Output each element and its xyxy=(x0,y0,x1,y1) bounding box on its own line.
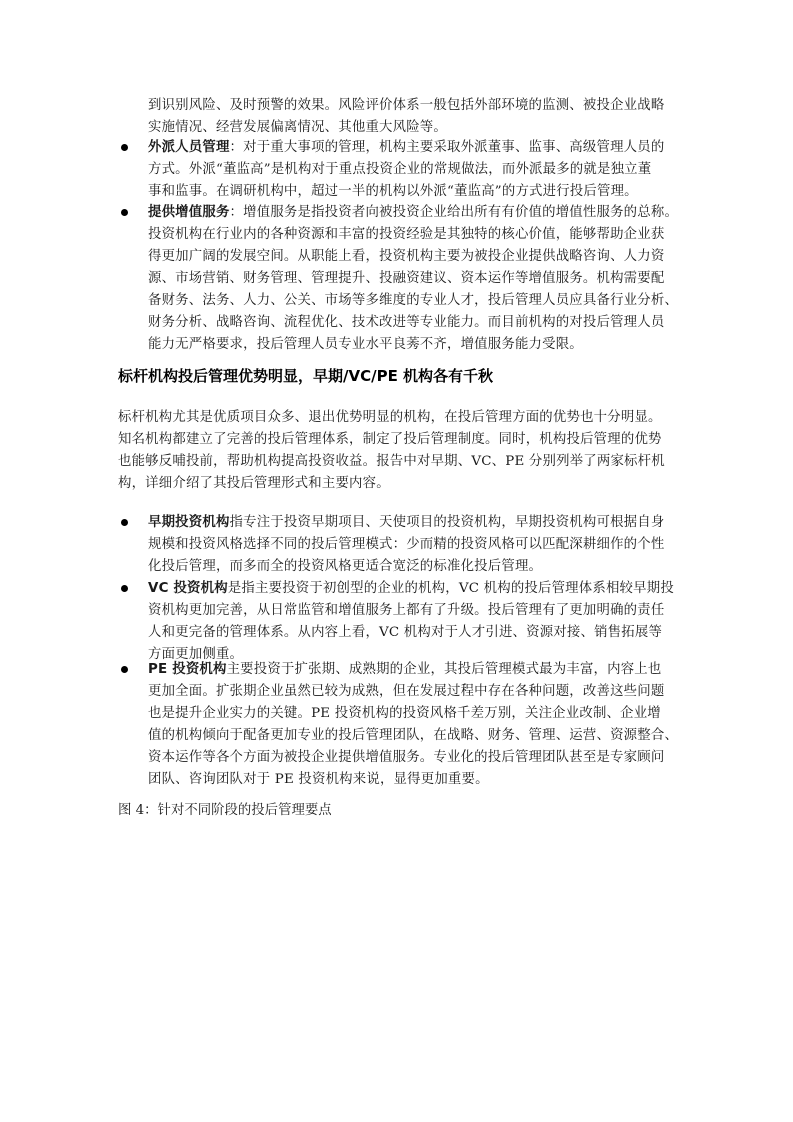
text-line: 实施情况、经营发展偏离情况、其他重大风险等。 xyxy=(148,120,447,135)
bullet-icon xyxy=(121,666,128,673)
list-item-label: VC 投资机构 xyxy=(148,581,228,596)
text-line: 人和更完备的管理体系。从内容上看，VC 机构对于人才引进、资源对接、销售拓展等 xyxy=(148,625,663,640)
list-item-first-line xyxy=(148,137,664,159)
text-line: 方面更加侧重。 xyxy=(148,647,244,662)
list-item-label: 外派人员管理 xyxy=(148,140,230,155)
text-line: 资本运作等各个方面为被投企业提供增值服务。专业化的投后管理团队甚至是专家顾问 xyxy=(148,750,665,765)
section-heading: 标杆机构投后管理优势明显，早期/VC/PE 机构各有千秋 xyxy=(118,367,494,385)
text-line: 得更加广阔的发展空间。从职能上看，投资机构主要为被投企业提供战略咨询、人力资 xyxy=(148,249,665,264)
text-line: 标杆机构尤其是优质项目众多、退出优势明显的机构，在投后管理方面的优势也十分明显。 xyxy=(118,410,662,425)
text-line: 资机构更加完善，从日常监管和增值服务上都有了升级。投后管理有了更加明确的责任 xyxy=(148,603,665,618)
list-item-text: 是指主要投资于初创型的企业的机构，VC 机构的投后管理体系相较早期投 xyxy=(227,581,674,596)
text-line: 备财务、法务、人力、公关、市场等多维度的专业人才，投后管理人员应具备行业分析、 xyxy=(148,293,679,308)
bullet-icon xyxy=(121,144,128,151)
text-line: 规模和投资风格选择不同的投后管理模式：少而精的投资风格可以匹配深耕细作的个性 xyxy=(148,537,665,552)
list-item-first-line xyxy=(148,512,664,534)
bullet-icon xyxy=(121,585,128,592)
text-line: 事和监事。在调研机构中，超过一半的机构以外派“董监高”的方式进行投后管理。 xyxy=(148,184,638,199)
text-line: 源、市场营销、财务管理、管理提升、投融资建议、资本运作等增值服务。机构需要配 xyxy=(148,271,665,286)
text-line: 到识别风险、及时预警的效果。风险评价体系一般包括外部环境的监测、被投企业战略 xyxy=(148,98,665,113)
text-line: 团队、咨询团队对于 PE 投资机构来说，显得更加重要。 xyxy=(148,772,489,787)
list-item-text: 主要投资于扩张期、成熟期的企业，其投后管理模式最为丰富，内容上也 xyxy=(226,662,662,677)
list-item-first-line xyxy=(148,202,678,224)
text-line: 财务分析、战略咨询、流程优化、技术改进等专业能力。而目前机构的对投后管理人员 xyxy=(148,315,665,330)
text-line: 能力无严格要求，投后管理人员专业水平良莠不齐，增值服务能力受限。 xyxy=(148,337,583,352)
list-item-label: PE 投资机构 xyxy=(148,662,227,677)
text-line: 值的机构倾向于配备更加专业的投后管理团队，在战略、财务、管理、运营、资源整合、 xyxy=(148,728,679,743)
list-item-label: 早期投资机构 xyxy=(148,515,230,530)
list-item-label: 提供增值服务 xyxy=(148,205,230,220)
list-item-text: 指专注于投资早期项目、天使项目的投资机构，早期投资机构可根据自身 xyxy=(229,515,665,530)
list-item-text: ：增值服务是指投资者向被投资企业给出所有有价值的增值性服务的总称。 xyxy=(229,205,679,220)
text-line: 投资机构在行业内的各种资源和丰富的投资经验是其独特的核心价值，能够帮助企业获 xyxy=(148,227,665,242)
list-item-text: ：对于重大事项的管理，机构主要采取外派董事、监事、高级管理人员的 xyxy=(229,140,665,155)
figure-caption: 图 4：针对不同阶段的投后管理要点 xyxy=(118,803,332,818)
text-line: 构，详细介绍了其投后管理形式和主要内容。 xyxy=(118,476,390,491)
text-line: 方式。外派“董监高”是机构对于重点投资企业的常规做法，而外派最多的就是独立董 xyxy=(148,162,652,177)
list-item-first-line xyxy=(148,659,662,681)
text-line: 也是提升企业实力的关键。PE 投资机构的投资风格千差万别，关注企业改制、企业增 xyxy=(148,706,661,721)
bullet-icon xyxy=(121,209,128,216)
text-line: 知名机构都建立了完善的投后管理体系，制定了投后管理制度。同时，机构投后管理的优势 xyxy=(118,432,662,447)
text-line: 也能够反哺投前，帮助机构提高投资收益。报告中对早期、VC、PE 分别列举了两家标杆机 xyxy=(118,454,665,469)
bullet-icon xyxy=(121,519,128,526)
list-item-first-line xyxy=(148,578,674,600)
text-line: 化投后管理，而多而全的投资风格更适合宽泛的标准化投后管理。 xyxy=(148,559,543,574)
text-line: 更加全面。扩张期企业虽然已较为成熟，但在发展过程中存在各种问题，改善这些问题 xyxy=(148,684,665,699)
